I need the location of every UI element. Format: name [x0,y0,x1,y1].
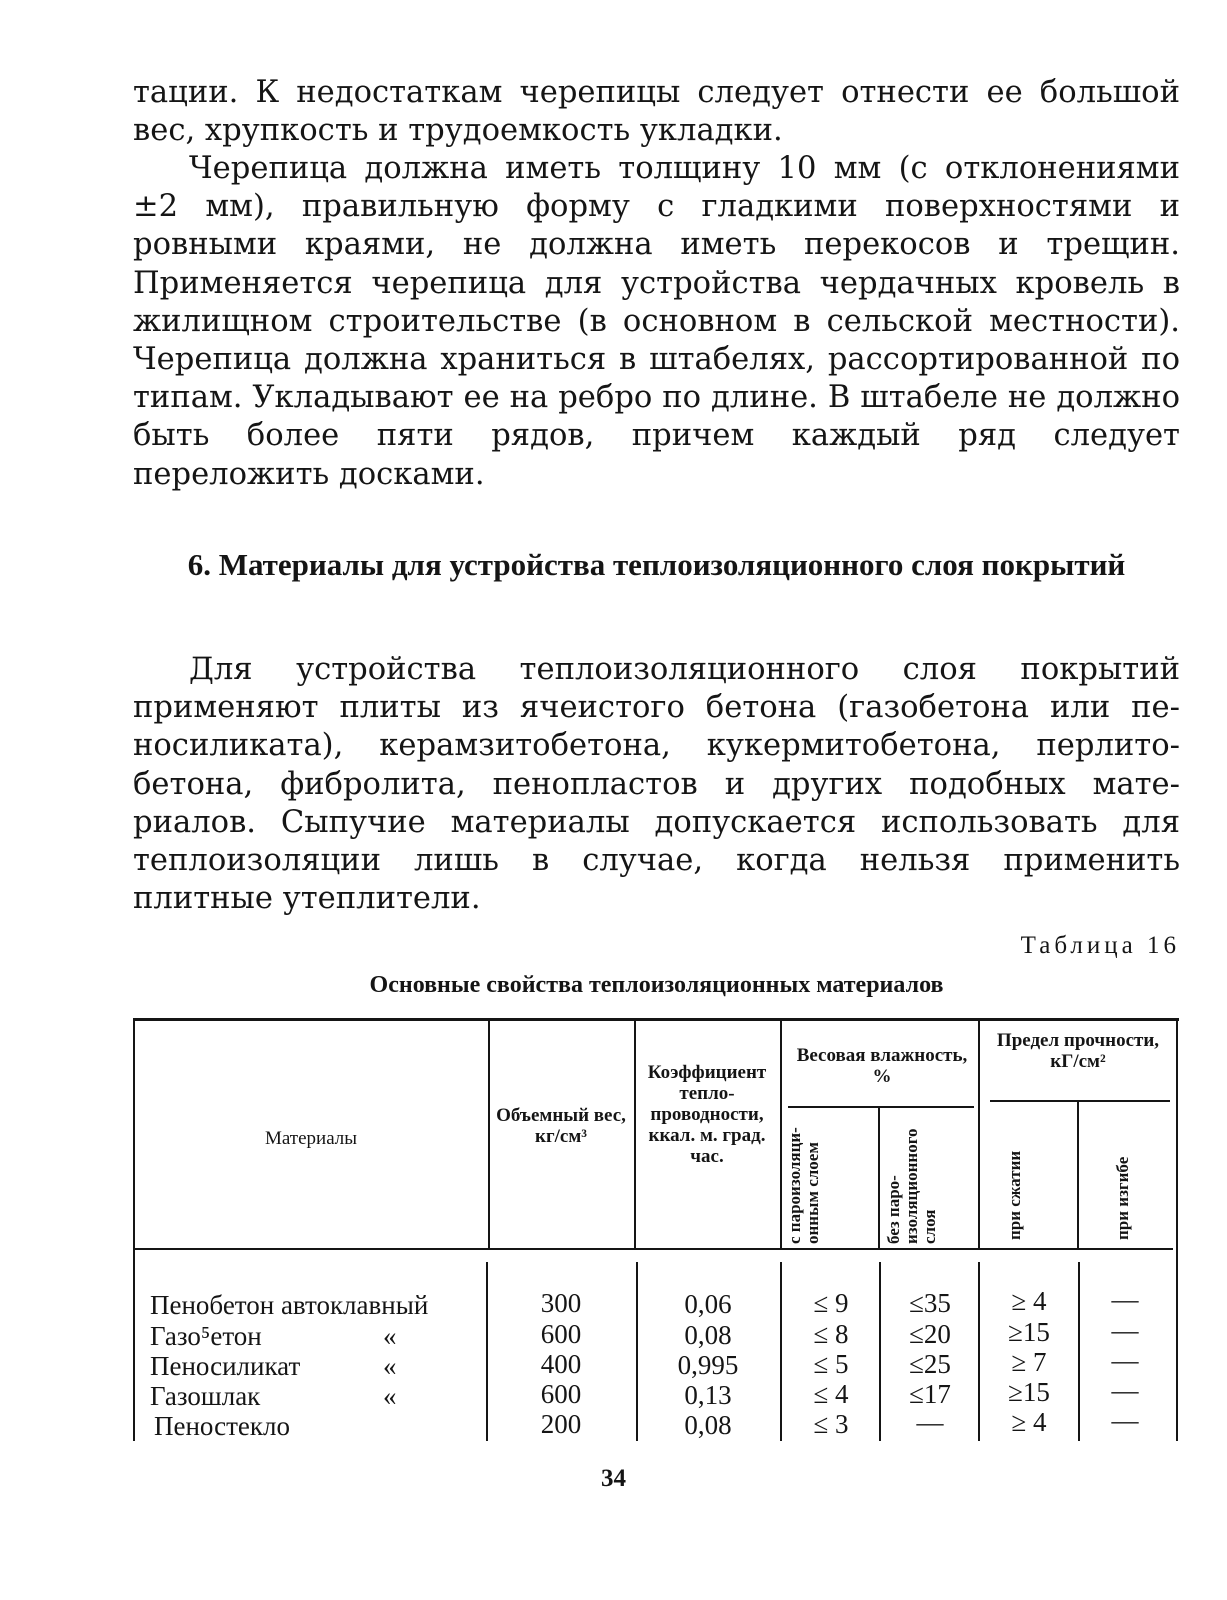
ditto-mark: « [383,1351,397,1381]
column-line [634,1021,636,1248]
compression-value: ≥ 4 [1011,1407,1047,1437]
humidity-group-rule [788,1106,974,1108]
volume-weight-value: 300 [540,1288,582,1318]
volume-weight-value: 200 [540,1409,582,1439]
page-number: 34 [601,1465,626,1492]
humidity-with-value: ≤ 8 [813,1319,849,1349]
header-materials: Материалы [264,1128,358,1149]
column-line [488,1021,490,1248]
column-line [133,1021,135,1441]
column-line [978,1021,980,1248]
humidity-with-value: ≤ 9 [813,1288,849,1318]
bending-value: — [1111,1284,1139,1314]
humidity-without-value: — [916,1407,944,1437]
header-humidity-without-vapor-barrier: без пароизоляционного слоя [884,1128,939,1244]
conductivity-value: 0,13 [684,1380,732,1410]
bending-value: — [1111,1375,1139,1405]
bending-value: — [1111,1405,1139,1435]
compression-value: ≥ 7 [1011,1347,1047,1377]
compression-value: ≥15 [1008,1317,1050,1347]
column-line [878,1108,880,1248]
conductivity-value: 0,06 [684,1289,732,1319]
humidity-with-value: ≤ 4 [813,1379,849,1409]
strength-group-rule [990,1100,1170,1102]
conductivity-value: 0,995 [677,1350,739,1380]
header-volume-weight: Объемный вес, кг/см³ [496,1105,626,1147]
table-label: Таблица 16 [1020,932,1180,959]
header-strength-limit: Предел прочности, кГ/см² [996,1030,1160,1072]
humidity-without-value: ≤17 [909,1379,951,1409]
material-name: Газо⁵етон [150,1321,262,1351]
humidity-without-value: ≤35 [909,1288,951,1318]
material-name: Газошлак [150,1381,261,1411]
volume-weight-value: 400 [540,1349,582,1379]
humidity-without-value: ≤20 [909,1319,951,1349]
table-top-rule [133,1018,1179,1021]
material-name: Пенобетон автоклавный [150,1290,429,1320]
humidity-with-value: ≤ 5 [813,1349,849,1379]
humidity-with-value: ≤ 3 [813,1409,849,1439]
column-line [1077,1102,1079,1248]
header-humidity-with-vapor-barrier: с пароизоляционным слоем [785,1127,822,1244]
ditto-mark: « [383,1321,397,1351]
paragraph-roof-tile-requirements: Черепица должна иметь толщину 10 мм (с отклонениями ±2 мм), правильную форму с гладкими поверхностями и ровными краями, не должна иметь перекосов и трещин. Применяется черепица для устройства чердачных кровель в жилищном строительстве (в основном в сельской местности). Черепица должна храниться в штабелях, рассортированной по типам. Укладывают ее на ребро по длине. В штабеле не должно быть более пяти рядов, причем каждый ряд следует переложить досками. [133,151,1180,492]
bending-value: — [1111,1315,1139,1345]
volume-weight-value: 600 [540,1319,582,1349]
compression-value: ≥ 4 [1011,1286,1047,1316]
material-name: Пеносиликат [150,1351,301,1381]
table-header-rule [133,1248,1173,1250]
header-strength-compression: при сжатии [1005,1150,1024,1240]
column-line [780,1021,782,1248]
material-name: Пеностекло [154,1411,290,1441]
humidity-without-value: ≤25 [909,1349,951,1379]
paragraph-insulation-materials: Для устройства теплоизоляционного слоя покрытий применяют плиты из ячеистого бетона (газобетона или пеносиликата), керамзитобетона, кукермитобетона, перлитобетона, фибролита, пенопластов и других подобных материалов. Сыпучие материалы допускается использовать для теплоизоляции лишь в случае, когда нельзя применить плитные утеплители. [133,652,1180,917]
conductivity-value: 0,08 [684,1320,732,1350]
header-strength-bending: при изгибе [1113,1156,1132,1240]
conductivity-value: 0,08 [684,1410,732,1440]
header-conductivity-coefficient: Коэффициент теплопроводности, ккал. м. град. час. [647,1062,767,1167]
volume-weight-value: 600 [540,1379,582,1409]
table-title: Основные свойства теплоизоляционных материалов [369,972,944,998]
bending-value: — [1111,1345,1139,1375]
compression-value: ≥15 [1008,1377,1050,1407]
header-weight-humidity: Весовая влажность, % [796,1045,968,1087]
ditto-mark: « [383,1381,397,1411]
column-line [1176,1021,1178,1441]
section-heading: 6. Материалы для устройства теплоизоляционного слоя покрытий [187,547,1126,582]
paragraph-roof-tile-drawbacks: тации. К недостаткам черепицы следует отнести ее большой вес, хрупкость и трудоемкость укладки. [133,75,1180,149]
